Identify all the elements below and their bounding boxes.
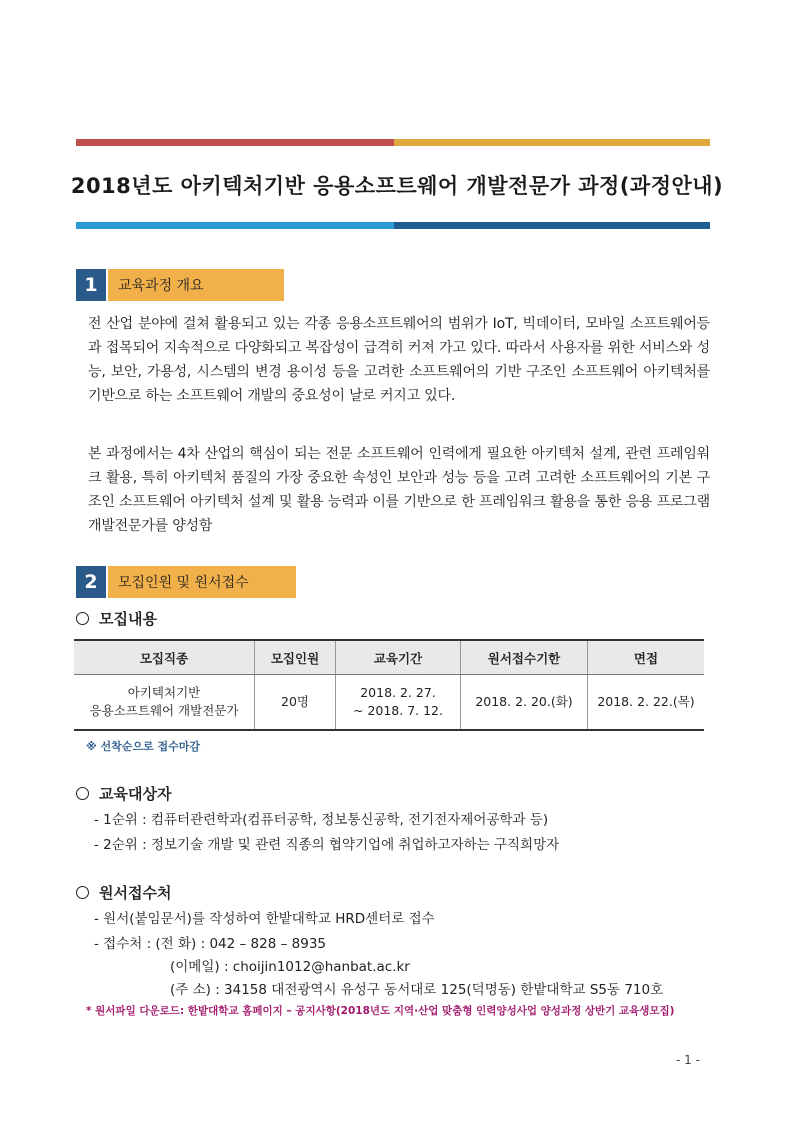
table-cell-count: 20명 [255, 675, 336, 731]
section-2-number: 2 [76, 566, 106, 598]
top-bar-left [76, 139, 394, 146]
job-line-1: 아키텍처기반 [127, 685, 201, 700]
target-heading [76, 783, 171, 804]
recruit-heading [76, 608, 157, 629]
top-bar-right [394, 139, 710, 146]
table-header-row [74, 640, 704, 675]
table-header: 교육기간 [336, 640, 461, 675]
submit-heading-text: 원서접수처 [99, 884, 172, 902]
table-row [74, 675, 704, 731]
submit-email: (이메일) : choijin1012@hanbat.ac.kr [170, 959, 410, 975]
bottom-bar-left [76, 222, 394, 229]
table-cell-job [74, 675, 255, 731]
section-1-label: 교육과정 개요 [108, 269, 284, 301]
submit-phone: - 접수처 : (전 화) : 042 – 828 – 8935 [94, 936, 327, 952]
page-title: 2018년도 아키텍처기반 응용소프트웨어 개발전문가 과정(과정안내) [70, 174, 724, 198]
circle-bullet-icon [76, 787, 89, 800]
circle-bullet-icon [76, 886, 89, 899]
table-header: 모집직종 [74, 640, 255, 675]
job-line-2: 응용소프트웨어 개발전문가 [89, 703, 239, 718]
section-1-number: 1 [76, 269, 106, 301]
target-item-2: - 2순위 : 정보기술 개발 및 관련 직종의 협약기업에 취업하고자하는 구직희망자 [94, 837, 560, 853]
table-cell-deadline: 2018. 2. 20.(화) [461, 675, 588, 731]
page-number: - 1 - [676, 1053, 700, 1067]
download-note: * 원서파일 다운로드: 한밭대학교 홈페이지 – 공지사항(2018년도 지역·산업 맞춤형 인력양성사업 양성과정 상반기 교육생모집) [86, 1005, 675, 1017]
recruit-table [74, 639, 704, 731]
table-header: 원서접수기한 [461, 640, 588, 675]
period-line-1: 2018. 2. 27. [360, 685, 436, 700]
table-header: 면접 [588, 640, 705, 675]
period-line-2: ~ 2018. 7. 12. [353, 703, 443, 718]
submit-line-1: - 원서(붙임문서)를 작성하여 한밭대학교 HRD센터로 접수 [94, 911, 435, 927]
table-header: 모집인원 [255, 640, 336, 675]
target-heading-text: 교육대상자 [99, 785, 172, 803]
section-2-label: 모집인원 및 원서접수 [108, 566, 296, 598]
table-note: ※ 선착순으로 접수마감 [86, 740, 200, 753]
table-cell-interview: 2018. 2. 22.(목) [588, 675, 705, 731]
recruit-heading-text: 모집내용 [99, 610, 157, 628]
section-1-paragraph-2: 본 과정에서는 4차 산업의 핵심이 되는 전문 소프트웨어 인력에게 필요한 아키텍처 설계, 관련 프레임워크 활용, 특히 아키텍처 품질의 가장 중요한 속성인 보안과 성능 등을 고려 고려한 소프트웨어의 기본 구조인 소프트웨어 아키텍처 설계 및 활용 능력과 이를 기반으로 한 프레임워크 활용을 통한 응용 프로그램 개발전문가를 양성함 [88, 446, 710, 534]
target-item-1: - 1순위 : 컴퓨터관련학과(컴퓨터공학, 정보통신공학, 전기전자제어공학과 등) [94, 812, 549, 828]
submit-address: (주 소) : 34158 대전광역시 유성구 동서대로 125(덕명동) 한밭대학교 S5동 710호 [170, 982, 664, 998]
bottom-bar-right [394, 222, 710, 229]
section-1-paragraph-1: 전 산업 분야에 걸쳐 활용되고 있는 각종 응용소프트웨어의 범위가 IoT, 빅데이터, 모바일 소프트웨어등과 접목되어 지속적으로 다양화되고 복잡성이 급격히 커져 가고 있다. 따라서 사용자를 위한 서비스와 성능, 보안, 가용성, 시스템의 변경 용이성 등을 고려한 소프트웨어의 기반 구조인 소프트웨어 아키텍처를 기반으로 하는 소프트웨어 개발의 중요성이 날로 커지고 있다. [88, 316, 710, 404]
circle-bullet-icon [76, 612, 89, 625]
submit-heading [76, 882, 171, 903]
table-cell-period [336, 675, 461, 731]
